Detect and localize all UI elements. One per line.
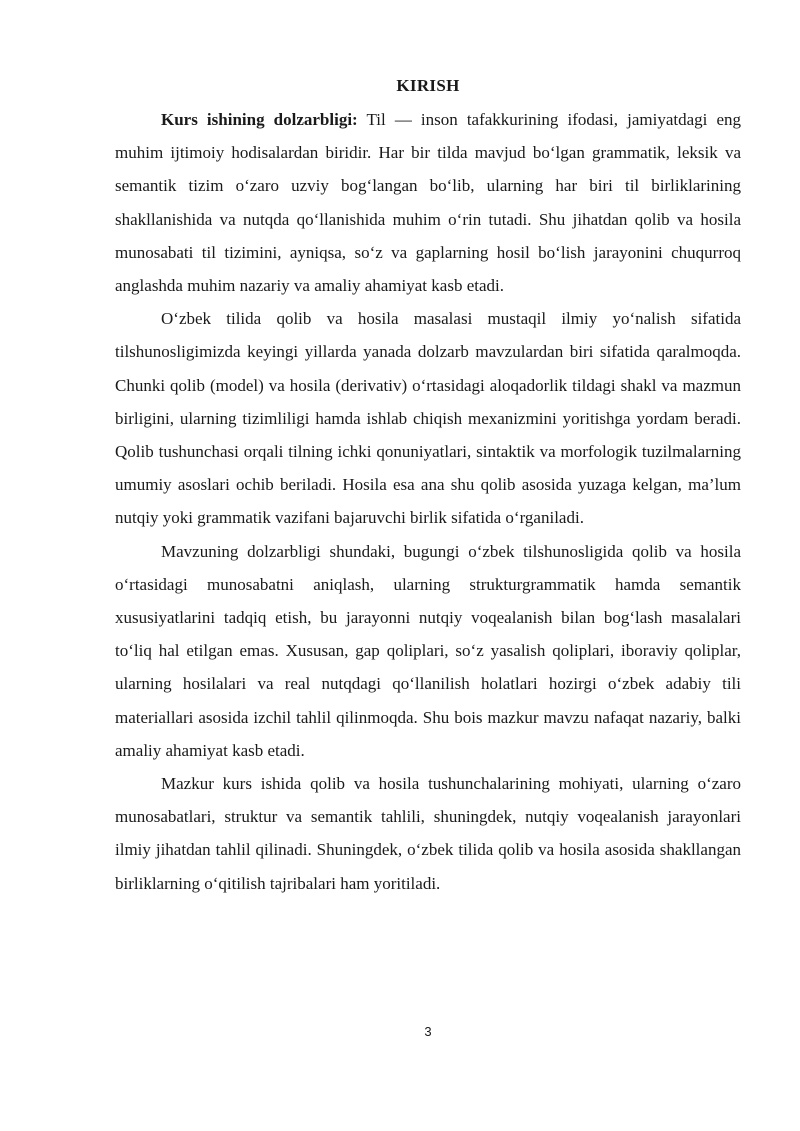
paragraph: Mavzuning dolzarbligi shundaki, bugungi o‘zbek tilshunosligida qolib va hosila o‘rtasidagi munosabatni aniqlash, ularning strukturgrammatik hamda semantik xususiyatlarini tadqiq etish, bu jarayonni nutqiy voqealanish bilan bog‘lash masalalari to‘liq hal etilgan emas. Xususan, gap qoliplari, so‘z yasalish qoliplari, iboraviy qoliplar, ularning hosilalari va real nutqdagi qo‘llanilish holatlari hozirgi o‘zbek adabiy tili materiallari asosida izchil tahlil qilinmoqda. Shu bois mazkur mavzu nafaqat nazariy, balki amaliy ahamiyat kasb etadi. [115,541,741,760]
page-number: 3 [424,1024,432,1039]
paragraph-text: Til — inson tafakkurining ifodasi, jamiyatdagi eng muhim ijtimoiy hodisalardan biridir. Har bir tilda mavjud bo‘lgan grammatik, leksik va semantik tizim o‘zaro uzviy bog‘langan bo‘lib, ularning har biri til birliklarining shakllanishida va nutqda qo‘llanishida muhim o‘rin tutadi. Shu jihatdan qolib va hosila munosabati til tizimini, ayniqsa, so‘z va gaplarning hosil bo‘lish jarayonini chuqurroq anglashda muhim nazariy va amaliy ahamiyat kasb etadi. [115,110,741,296]
paragraph-lead: Kurs ishining dolzarbligi: [161,110,358,129]
body-text [115,103,741,900]
section-heading: KIRISH [396,76,460,95]
paragraph: Mazkur kurs ishida qolib va hosila tushunchalarining mohiyati, ularning o‘zaro munosabatlari, struktur va semantik tahlili, shuningdek, nutqiy voqealanish jarayonlari ilmiy jihatdan tahlil qilinadi. Shuningdek, o‘zbek tilida qolib va hosila asosida shakllangan birliklarning o‘qitilish tajribalari ham yoritiladi. [115,774,741,893]
paragraph-relevance [115,103,741,302]
paragraph: O‘zbek tilida qolib va hosila masalasi mustaqil ilmiy yo‘nalish sifatida tilshunosligimizda keyingi yillarda yanada dolzarb mavzulardan biri sifatida qaralmoqda. Chunki qolib (model) va hosila (derivativ) o‘rtasidagi aloqadorlik tildagi shakl va mazmun birligini, ularning tizimliligi hamda ishlab chiqish mexanizmini yoritishga yordam beradi. Qolib tushunchasi orqali tilning ichki qonuniyatlari, sintaktik va morfologik tuzilmalarning umumiy asoslari ochib beriladi. Hosila esa ana shu qolib asosida yuzaga kelgan, ma’lum nutqiy yoki grammatik vazifani bajaruvchi birlik sifatida o‘rganiladi. [115,309,741,528]
